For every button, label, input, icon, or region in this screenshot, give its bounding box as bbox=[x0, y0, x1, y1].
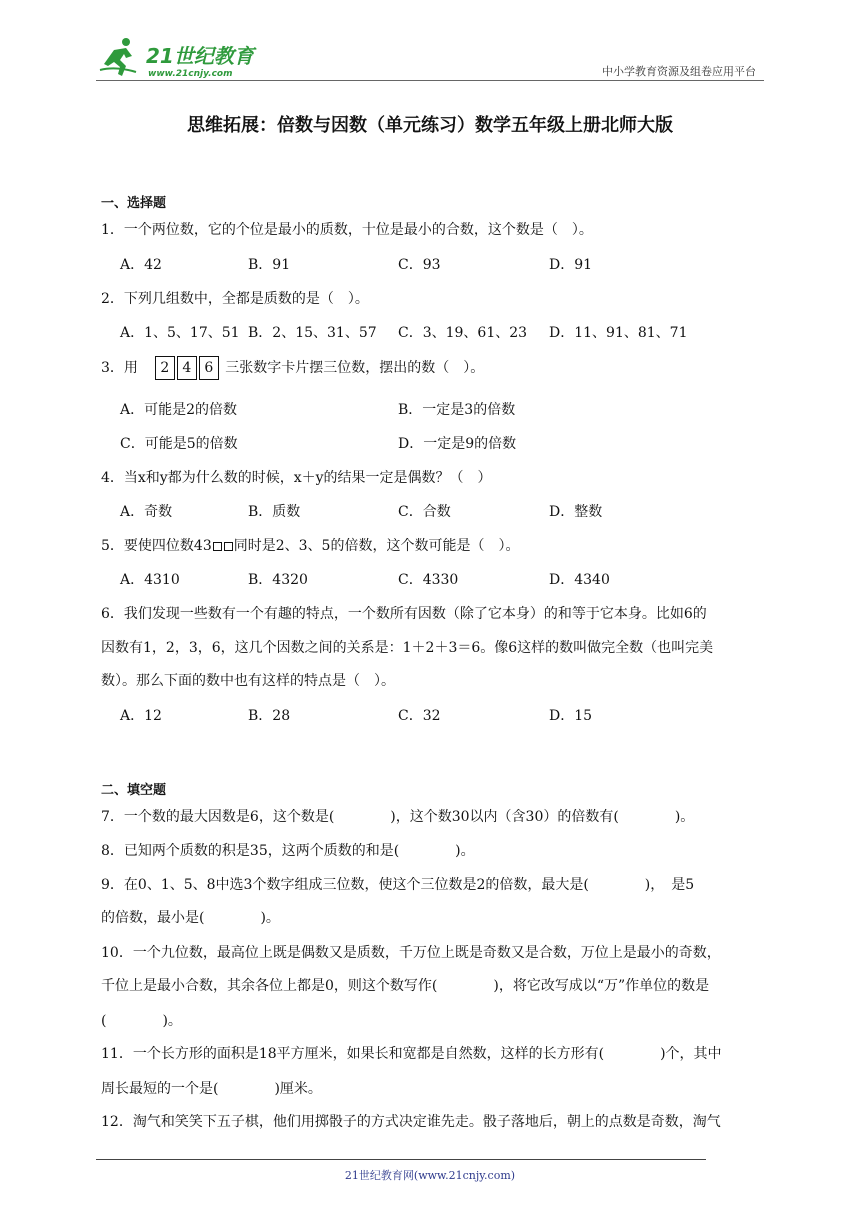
section-heading-choice: 一、选择题 bbox=[101, 196, 167, 211]
q3-option-a: A．可能是2的倍数 bbox=[120, 402, 238, 418]
q3-prefix: 3．用 bbox=[101, 360, 138, 376]
q1-option-c: C．93 bbox=[398, 257, 441, 273]
q5-prefix: 5．要使四位数43 bbox=[101, 538, 212, 554]
section-heading-fill: 二、填空题 bbox=[101, 783, 167, 798]
header-divider bbox=[96, 80, 764, 81]
q2-option-b: B．2、15、31、57 bbox=[248, 325, 377, 341]
q2-option-c: C．3、19、61、23 bbox=[398, 325, 528, 341]
page-title: 思维拓展：倍数与因数（单元练习）数学五年级上册北师大版 bbox=[187, 115, 673, 136]
header-platform-text: 中小学教育资源及组卷应用平台 bbox=[602, 65, 756, 78]
q2-option-d: D．11、91、81、71 bbox=[549, 325, 688, 341]
q6-option-a: A．12 bbox=[120, 708, 162, 724]
question-1: 1．一个两位数，它的个位是最小的质数，十位是最小的合数，这个数是（ ）。 bbox=[101, 222, 593, 238]
q4-option-d: D．整数 bbox=[549, 504, 603, 520]
q4-option-c: C．合数 bbox=[398, 504, 451, 520]
question-11-line-2: 周长最短的一个是( )厘米。 bbox=[101, 1081, 322, 1097]
q5-option-a: A．4310 bbox=[120, 572, 180, 588]
q4-option-b: B．质数 bbox=[248, 504, 301, 520]
q2-option-a: A．1、5、17、51 bbox=[120, 325, 240, 341]
q6-option-b: B．28 bbox=[248, 708, 291, 724]
question-10-line-1: 10．一个九位数，最高位上既是偶数又是质数，千万位上既是奇数又是合数，万位上是最小的奇数， bbox=[101, 945, 721, 961]
q5-option-b: B．4320 bbox=[248, 572, 308, 588]
q3-option-c: C．可能是5的倍数 bbox=[120, 436, 238, 452]
question-5 bbox=[101, 535, 519, 555]
q3-option-d: D．一定是9的倍数 bbox=[398, 436, 517, 452]
q5-suffix: 同时是2、3、5的倍数，这个数可能是（ ）。 bbox=[233, 538, 520, 554]
q6-option-d: D．15 bbox=[549, 708, 593, 724]
blank-box-icon bbox=[224, 542, 233, 551]
q1-option-d: D．91 bbox=[549, 257, 593, 273]
question-2: 2．下列几组数中，全都是质数的是（ ）。 bbox=[101, 291, 369, 307]
digit-card: 6 bbox=[199, 356, 219, 380]
runner-icon bbox=[100, 38, 136, 76]
logo-text: 21世纪教育 bbox=[146, 44, 254, 68]
question-9-line-2: 的倍数，最小是( )。 bbox=[101, 910, 280, 926]
question-9-line-1: 9．在0、1、5、8中选3个数字组成三位数，使这个三位数是2的倍数，最大是( )， 是5 bbox=[101, 877, 695, 893]
logo bbox=[96, 36, 266, 80]
footer-divider bbox=[96, 1159, 706, 1160]
q6-option-c: C．32 bbox=[398, 708, 441, 724]
question-12-line-1: 12．淘气和笑笑下五子棋，他们用掷骰子的方式决定谁先走。骰子落地后，朝上的点数是奇数，淘气 bbox=[101, 1114, 721, 1130]
q5-option-d: D．4340 bbox=[549, 572, 610, 588]
question-10-line-2: 千位上是最小合数，其余各位上都是0，则这个数写作( )，将它改写成以“万”作单位的数是 bbox=[101, 978, 710, 994]
q5-option-c: C．4330 bbox=[398, 572, 459, 588]
digit-card: 4 bbox=[177, 356, 197, 380]
question-11-line-1: 11．一个长方形的面积是18平方厘米，如果长和宽都是自然数，这样的长方形有( )个，其中 bbox=[101, 1046, 722, 1062]
q3-suffix: 三张数字卡片摆三位数，摆出的数（ ）。 bbox=[225, 360, 485, 376]
digit-card: 2 bbox=[155, 356, 175, 380]
question-10-line-3: ( )。 bbox=[101, 1013, 182, 1029]
q3-option-b: B．一定是3的倍数 bbox=[398, 402, 516, 418]
q1-option-b: B．91 bbox=[248, 257, 291, 273]
question-6-line-3: 数）。那么下面的数中也有这样的特点是（ ）。 bbox=[101, 673, 395, 689]
q1-option-a: A．42 bbox=[120, 257, 162, 273]
question-4: 4．当x和y都为什么数的时候，x＋y的结果一定是偶数？（ ） bbox=[101, 470, 492, 486]
question-6-line-1: 6．我们发现一些数有一个有趣的特点，一个数所有因数（除了它本身）的和等于它本身。比如6的 bbox=[101, 606, 707, 622]
question-3 bbox=[101, 356, 484, 380]
footer-text[interactable]: 21世纪教育网(www.21cnjy.com) bbox=[344, 1169, 516, 1182]
logo-url: www.21cnjy.com bbox=[148, 69, 233, 79]
question-6-line-2: 因数有1，2，3，6，这几个因数之间的关系是：1＋2＋3＝6。像6这样的数叫做完全数（也叫完美 bbox=[101, 640, 714, 656]
blank-box-icon bbox=[213, 542, 222, 551]
q4-option-a: A．奇数 bbox=[120, 504, 173, 520]
question-7: 7．一个数的最大因数是6，这个数是( )，这个数30以内（含30）的倍数有( )。 bbox=[101, 809, 695, 825]
question-8: 8．已知两个质数的积是35，这两个质数的和是( )。 bbox=[101, 843, 475, 859]
